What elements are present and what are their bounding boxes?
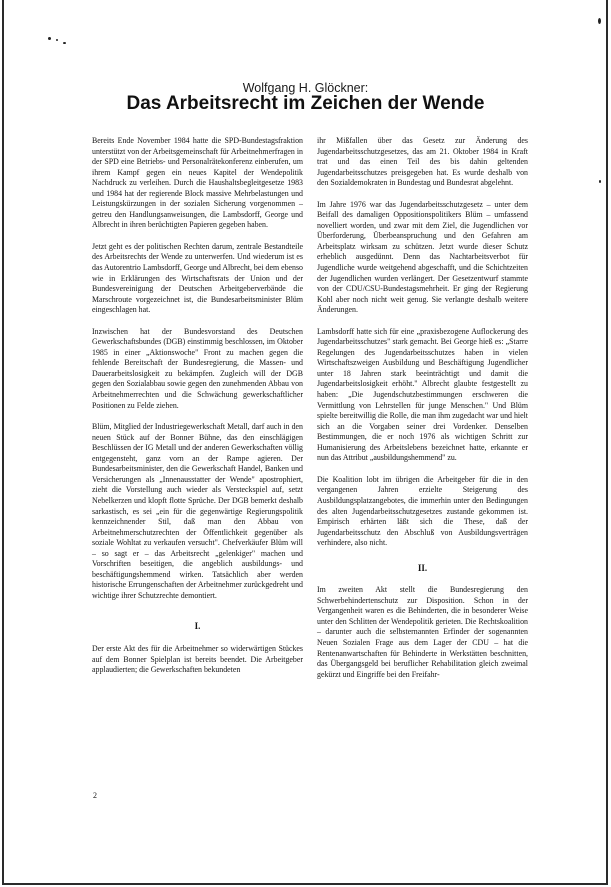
- paragraph: Die Koalition lobt im übrigen die Arbeitgeber für die in den vergangenen Jahren erzielte Steigerung des Ausbildungsplatzangebotes, die immerhin unter den Bedingungen des alten Jugendarbeitsschutzgesetzes zustande gekommen ist. Empirisch erhärten läßt sich die These, daß der Jugendarbeitsschutz den Abschluß von Ausbildungsverträgen verhindere, also nicht.: [317, 474, 528, 548]
- section-heading: I.: [194, 621, 201, 632]
- scan-speck: [598, 18, 601, 24]
- paragraph: ihr Mißfallen über das Gesetz zur Änderung des Jugendarbeitsschutzgesetzes, das am 21. Oktober 1984 in Kraft trat und das einen Teil des bis dahin geltenden Jugendarbeitsschutzes preisgegeben hat. Es wurde deshalb von den Sozialdemokraten in Bundestag und Bundesrat abgelehnt.: [317, 136, 528, 188]
- paragraph: Der erste Akt des für die Arbeitnehmer so widerwärtigen Stückes auf dem Bonner Spielplan ist bereits beendet. Die Arbeitgeber applaudierten; die Gewerkschaften bekundeten: [92, 643, 303, 675]
- paragraph: Im Jahre 1976 war das Jugendarbeitsschutzgesetz – unter dem Beifall des damaligen Oppositionspolitikers Blüm – umfassend novelliert worden, und zwar mit dem Ziel, die Jugendlichen vor Überforderung, Überbeanspruchung und den Gefahren am Arbeitsplatz wirksam zu schützen. Jetzt wurde dieser Schutz erheblich ausgedünnt. Denn das Nachtarbeitsverbot für Jugendliche wurde weitgehend abgeschafft, und die Schichtzeiten der Jugendlichen wurden verlängert. Der Gesetzentwurf stammte von der CDU/CSU-Bundestagsmehrheit. Er ging der Regierung Kohl aber noch nicht weit genug. Sie verlangte deshalb weitere Änderungen.: [317, 199, 528, 315]
- left-column: [92, 136, 303, 687]
- paragraph: Jetzt geht es der politischen Rechten darum, zentrale Bestandteile des Arbeitsrechts der Wende zu unterwerfen. Und wiederum ist es das Autorentrio Lambsdorff, George und Albrecht, bei dem ebenso wie in Erklärungen des Wirtschaftsrats der Union und der Bundesvereinigung der Deutschen Arbeitgeberverbände die Marschroute vorgezeichnet ist, die Bundesarbeitsminister Blüm eingeschlagen hat.: [92, 241, 303, 315]
- scan-speck: [56, 39, 58, 41]
- paragraph: Blüm, Mitglied der Industriegewerkschaft Metall, darf auch in den neuen Stück auf der Bonner Bühne, das den einschlägigen Beschlüssen der IG Metall und der anderen Gewerkschaften völlig entgegensteht, ganz vorn an der Rampe agieren. Der Bundesarbeitsminister, den die Gewerkschaft Handel, Banken und Versicherungen als „Innenausstatter der Wende" apostrophiert, zieht die Vorstellung auch wieder als Versteckspiel auf, setzt Nebelkerzen und klopft flotte Sprüche. Der DGB bemerkt deshalb sarkastisch, es sei „ein für die gegenwärtige Regierungspolitik kennzeichnender Stil, daß man den Abbau von Arbeitnehmerschutzrechten der Öffentlichkeit gegenüber als soziale Wohltat zu verkaufen versucht". Chefverkäufer Blüm will – so sagt er – das Arbeitsrecht „gelenkiger" machen und Vorschriften beseitigen, die angeblich ausbildungs- und beschäftigungshemmend wirken. Tatsächlich aber werden historische Errungenschaften der Arbeitnehmer zurückgedreht und wichtige ihrer Schutzrechte demontiert.: [92, 422, 303, 600]
- scan-speck: [63, 42, 66, 44]
- article-title: Das Arbeitsrecht im Zeichen der Wende: [126, 93, 485, 114]
- article-author: Wolfgang H. Glöckner:: [242, 81, 369, 95]
- paragraph: Bereits Ende November 1984 hatte die SPD-Bundestagsfraktion unterstützt von der Arbeitsgemeinschaft für Arbeitnehmerfragen in der SPD eine Betriebs- und Personalrätekonferenz einberufen, um ihrem Kampf gegen ein neues Kapitel der Wendepolitik Nachdruck zu verleihen. Durch die Haushaltsbegleitgesetze 1983 und 1984 hat der regierende Block massive Mehrbelastungen und Leistungskürzungen in der sozialen Sicherung vorgenommen – getreu den Handlungsanweisungen, die Lambsdorff, George und Albrecht in ihren berüchtigten Papieren gegeben haben.: [92, 136, 303, 230]
- paragraph: Inzwischen hat der Bundesvorstand des Deutschen Gewerkschaftsbundes (DGB) einstimmig beschlossen, im Oktober 1985 in einer „Aktionswoche" Front zu machen gegen die fehlende Bereitschaft der Bundesregierung, die Massen- und Dauerarbeitslosigkeit zu bekämpfen. Zugleich will der DGB gegen den Sozialabbau sowie gegen den zunehmenden Abbau von Arbeitnehmerrechten und die Schwächung gewerkschaftlicher Positionen zu Felde ziehen.: [92, 326, 303, 410]
- right-column: [317, 136, 528, 691]
- section-heading: II.: [417, 562, 428, 573]
- paragraph: Im zweiten Akt stellt die Bundesregierung den Schwerbehindertenschutz zur Disposition. Schon in der Vergangenheit waren es die Behinderten, die in besonderer Weise unter den Schlitten der Wendepolitik gerieten. Die Rechtskoalition – darunter auch die selbsternannten Erfinder der sogenannten Neuen Sozialen Frage aus dem Lager der CDU – hat die Rentenanwartschaften für Behinderte in Werkstätten beschnitten, das Übergangsgeld bei beruflicher Rehabilitation gleich zweimal gekürzt und Eingriffe bei den Freifahr-: [317, 585, 528, 679]
- scan-speck: [48, 37, 51, 40]
- scan-speck: [599, 180, 601, 183]
- page-number: 2: [93, 791, 97, 800]
- paragraph: Lambsdorff hatte sich für eine „praxisbezogene Auflockerung des Jugendarbeitsschutzes" stark gemacht. Bei George hieß es: „Starre Regelungen des Jugendarbeitsschutzes haben in vielen Wirtschaftszweigen Ausbildung und Beschäftigung Jugendlicher unter 18 Jahren stark beeinträchtigt und damit die Jugendarbeitslosigkeit erhöht." Albrecht glaubte festgestellt zu haben: „Die Jugendschutzbestimmungen erschweren die Vermittlung von Lehrstellen für junge Menschen." Und Blüm spielte bereitwillig die Rolle, die man ihm zugedacht war und hielt sich an die Vorgaben seiner drei Vordenker. Denselben Bestimmungen, die er noch 1976 als wichtigen Schritt zur Humanisierung des Arbeitslebens bezeichnet hatte, erkannte er nun das Attribut „ausbildungshemmend" zu.: [317, 326, 528, 463]
